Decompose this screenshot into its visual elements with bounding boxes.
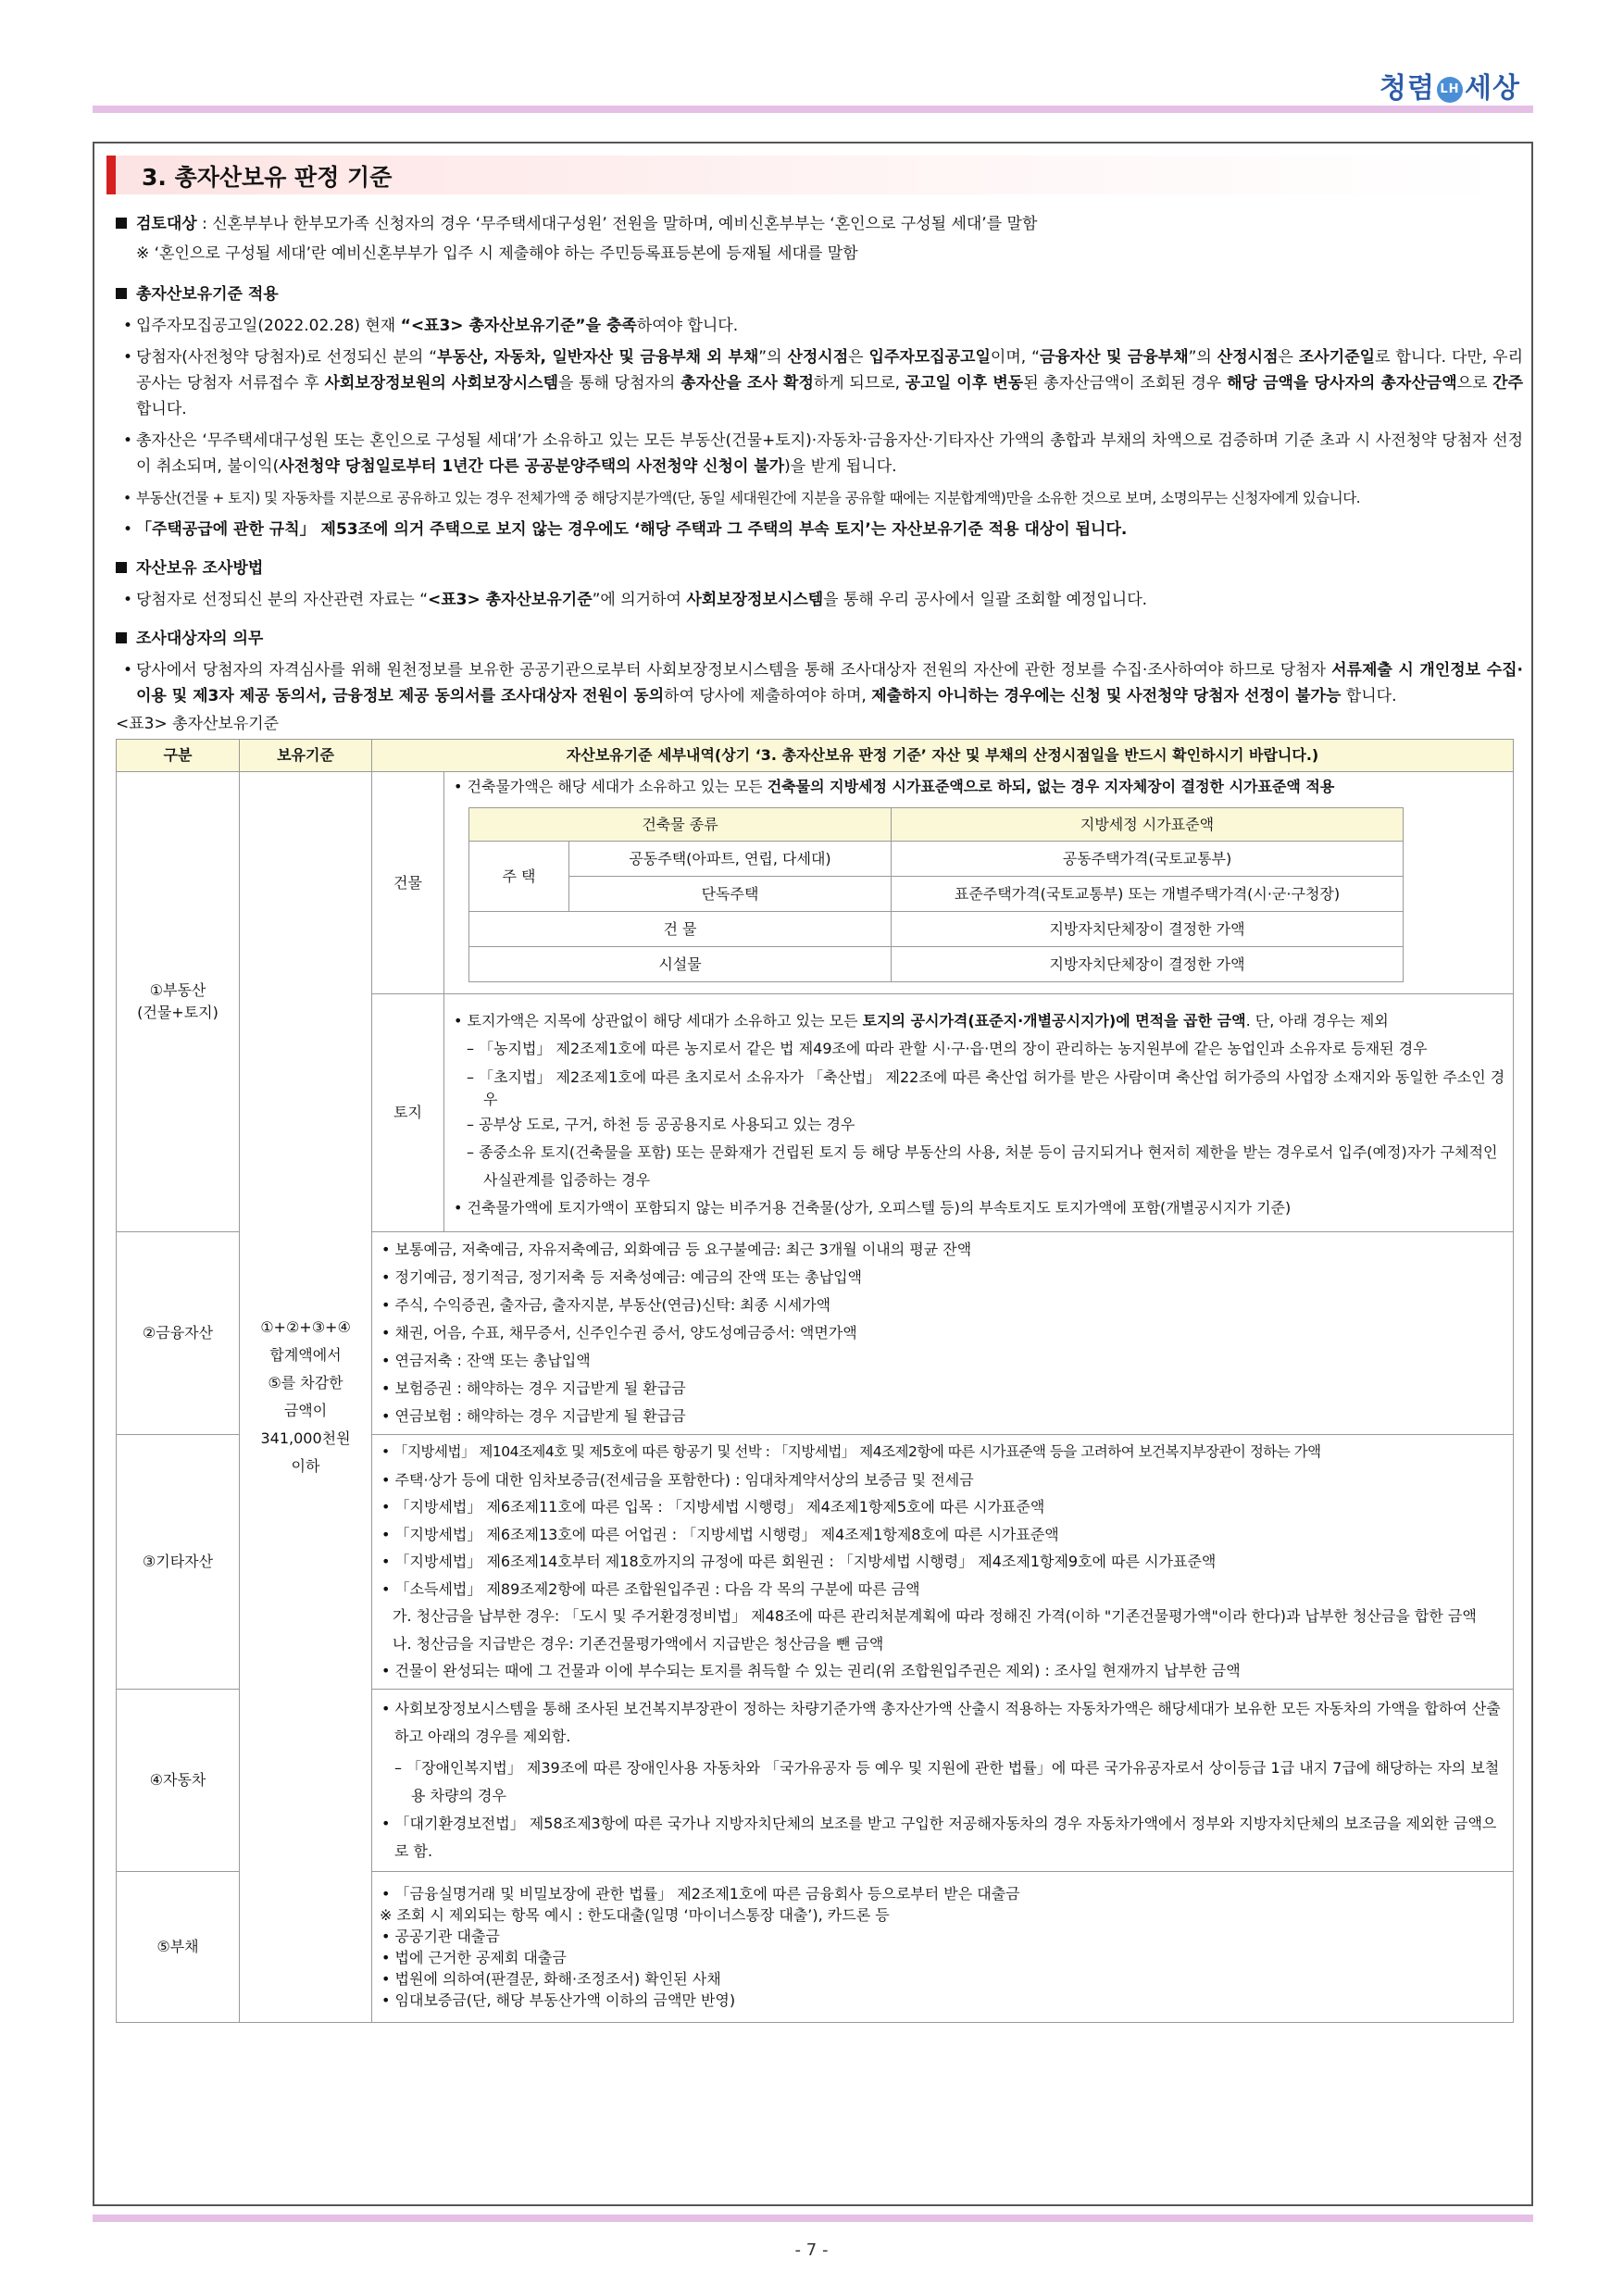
other-detail [372, 1435, 1514, 1690]
car-exclusion: – 「장애인복지법」 제39조에 따른 장애인사용 자동차와 「국가유공자 등 예우 및 지원에 관한 법률」에 따른 국가유공자로서 상이등급 1급 내지 7급에 해당하는 자의 보철용 차량의 경우 [394, 1758, 1500, 1804]
header-detail: 자산보유기준 세부내역(상기 ‘3. 총자산보유 판정 기준’ 자산 및 부채의 산정시점일을 반드시 확인하시기 바랍니다.) [372, 740, 1514, 772]
financial-item-1: • 보통예금, 저축예금, 자유저축예금, 외화예금 등 요구불예금: 최근 3개월 이내의 평균 잔액 [381, 1241, 972, 1258]
logo-emblem: LH [1437, 77, 1463, 103]
other-item-7: • 건물이 완성되는 때에 그 건물과 이에 부수되는 토지를 취득할 수 있는 권리(위 조합원입주권은 제외) : 조사일 현재까지 납부한 금액 [381, 1662, 1241, 1679]
car-item-1: • 사회보장정보시스템을 통해 조사된 보건복지부장관이 정하는 차량기준가액 총자산가액 산출시 적용하는 자동차가액은 해당세대가 보유한 모든 자동차의 가액을 합하여 산출하고 아래의 경우를 제외함. [381, 1699, 1501, 1745]
square-bullet-icon [116, 632, 127, 643]
financial-item-7: • 연금보험 : 해약하는 경우 지급받게 될 환급금 [381, 1407, 686, 1425]
criteria-bullet-5: • 「주택공급에 관한 규칙」 제53조에 의거 주택으로 보지 않는 경우에도 ‘해당 주택과 그 주택의 부속 토지’는 자산보유기준 적용 대상이 됩니다. [123, 520, 1128, 539]
header-standard: 보유기준 [240, 740, 372, 772]
method-heading: 자산보유 조사방법 [116, 555, 1523, 581]
row-building-type: 건 물 [469, 912, 892, 947]
inner-header-value: 지방세정 시가표준액 [892, 808, 1404, 842]
criteria-bullet-3: • 총자산은 ‘무주택세대구성원 또는 혼인으로 구성될 세대’가 소유하고 있는 모든 부동산(건물+토지)·자동차·금융자산·기타자산 가액의 총합과 부채의 차액으로 검증하며 기준 초과 시 사전청약 당첨자 선정이 취소되며, 불이익(사전청약 당첨일로부터 1년간 다른 공공분양주택의 사전청약 신청이 불가)을 받게 됩니다. [123, 431, 1523, 476]
debt-item-5: • 임대보증금(단, 해당 부동산가액 이하의 금액만 반영) [381, 1990, 736, 2009]
other-item-5: • 「지방세법」 제6조제14호부터 제18호까지의 규정에 따른 회원권 : 「지방세법 시행령」 제4조제1항제9호에 따른 시가표준액 [381, 1553, 1217, 1570]
category-other: ③기타자산 [117, 1435, 240, 1690]
review-note: ※ ‘혼인으로 구성될 세대’란 예비신혼부부가 입주 시 제출해야 하는 주민등록표등본에 등재될 세대를 말함 [136, 244, 858, 263]
row-apartment-type: 공동주택(아파트, 연립, 다세대) [569, 842, 892, 877]
debt-item-4: • 법원에 의하여(판결문, 화해·조정조서) 확인된 사채 [381, 1969, 721, 1988]
row-detached-type: 단독주택 [569, 877, 892, 912]
land-exclusion-1: – 「농지법」 제2조제1호에 따른 농지로서 같은 법 제49조에 따라 관할 시·구·읍·면의 장이 관리하는 농지원부에 같은 농업인과 소유자로 등재된 경우 [467, 1040, 1428, 1057]
other-item-3: • 「지방세법」 제6조제11호에 따른 입목 : 「지방세법 시행령」 제4조제1항제5호에 따른 시가표준액 [381, 1498, 1045, 1516]
financial-item-2: • 정기예금, 정기적금, 정기저축 등 저축성예금: 예금의 잔액 또는 총납입액 [381, 1268, 863, 1286]
logo: 청렴 LH 세상 [1380, 72, 1520, 105]
criteria-bullet-4: • 부동산(건물 + 토지) 및 자동차를 지분으로 공유하고 있는 경우 전체가액 중 해당지분가액(단, 동일 세대원간에 지분을 공유할 때에는 지분합계액)만을 소유한 것으로 보며, 소명의무는 신청자에게 있습니다. [123, 490, 1361, 506]
debt-note: ※ 조회 시 제외되는 항목 예시 : 한도대출(일명 ‘마이너스통장 대출’), 카드론 등 [380, 1905, 890, 1924]
category-car: ④자동차 [117, 1689, 240, 1871]
financial-detail [372, 1232, 1514, 1435]
row-detached-value: 표준주택가격(국토교통부) 또는 개별주택가격(시·군·구청장) [892, 877, 1404, 912]
inner-header-type: 건축물 종류 [469, 808, 892, 842]
row-building-value: 지방자치단체장이 결정한 가액 [892, 912, 1404, 947]
row-facility-value: 지방자치단체장이 결정한 가액 [892, 947, 1404, 982]
housing-label: 주 택 [469, 842, 569, 912]
title-marker [106, 156, 116, 194]
car-detail [372, 1689, 1514, 1871]
category-realestate: ①부동산 (건물+토지) [117, 772, 240, 1232]
method-bullet: • 당첨자로 선정되신 분의 자산관련 자료는 “<표3> 총자산보유기준”에 의거하여 사회보장정보시스템을 통해 우리 공사에서 일괄 조회할 예정입니다. [123, 591, 1148, 609]
land-detail [444, 994, 1514, 1232]
duty-heading: 조사대상자의 의무 [116, 626, 1523, 652]
subcategory-land: 토지 [372, 994, 444, 1232]
debt-item-1: • 「금융실명거래 및 비밀보장에 관한 법률」 제2조제1호에 따른 금융회사 등으로부터 받은 대출금 [381, 1884, 1020, 1903]
section-title-bar [106, 156, 1504, 194]
row-facility-type: 시설물 [469, 947, 892, 982]
square-bullet-icon [116, 218, 127, 229]
criteria-bullet-2: • 당첨자(사전청약 당첨자)로 선정되신 분의 “부동산, 자동차, 일반자산 및 금융부채 외 부채”의 산정시점은 입주자모집공고일이며, “금융자산 및 금융부채”의 산정시점은 조사기준일로 합니다. 다만, 우리 공사는 당첨자 서류접수 후 사회보장정보원의 사회보장시스템을 통해 당첨자의 총자산을 조사 확정하게 되므로, 공고일 이후 변동된 총자산금액이 조회된 경우 해당 금액을 당사자의 총자산금액으로 간주합니다. [123, 348, 1524, 418]
category-financial: ②금융자산 [117, 1232, 240, 1435]
other-item-2: • 주택·상가 등에 대한 임차보증금(전세금을 포함한다) : 임대차계약서상의 보증금 및 전세금 [381, 1470, 974, 1489]
debt-item-3: • 법에 근거한 공제회 대출금 [381, 1948, 567, 1966]
asset-criteria-table [116, 739, 1514, 2023]
financial-item-3: • 주식, 수익증권, 출자금, 출자지분, 부동산(연금)신탁: 최종 시세가액 [381, 1296, 831, 1314]
other-item-6-ga: 가. 청산금을 납부한 경우: 「도시 및 주거환경정비법」 제48조에 따른 관리처분계획에 따라 정해진 가격(이하 "기존건물평가액"이라 한다)과 납부한 청산금을 합한 금액 [393, 1607, 1477, 1625]
building-type-table [468, 807, 1404, 982]
building-detail [444, 772, 1514, 994]
financial-item-6: • 보험증권 : 해약하는 경우 지급받게 될 환급금 [381, 1379, 686, 1397]
duty-bullet: • 당사에서 당첨자의 자격심사를 위해 원천정보를 보유한 공공기관으로부터 사회보장정보시스템을 통해 조사대상자 전원의 자산에 관한 정보를 수집·조사하여야 하므로 당첨자 서류제출 시 개인정보 수집·이용 및 제3자 제공 동의서, 금융정보 제공 동의서를 조사대상자 전원이 동의하여 당사에 제출하여야 하며, 제출하지 아니하는 경우에는 신청 및 사전청약 당첨자 선정이 불가능 합니다. [123, 661, 1524, 705]
square-bullet-icon [116, 288, 127, 299]
land-exclusion-4: – 종중소유 토지(건축물을 포함) 또는 문화재가 건립된 토지 등 해당 부동산의 사용, 처분 등이 금지되거나 현저히 제한을 받는 경우로서 입주(예정)자가 구체적인 사실관계를 입증하는 경우 [467, 1143, 1498, 1189]
content [116, 211, 1523, 2023]
subcategory-building: 건물 [372, 772, 444, 994]
land-bullet-2: • 건축물가액에 토지가액이 포함되지 않는 비주거용 건축물(상가, 오피스텔 등)의 부속토지도 토지가액에 포함(개별공시지가 기준) [454, 1199, 1292, 1217]
other-item-6-na: 나. 청산금을 지급받은 경우: 기존건물평가액에서 지급받은 청산금을 뺀 금액 [393, 1634, 884, 1653]
land-bullet-1: • 토지가액은 지목에 상관없이 해당 세대가 소유하고 있는 모든 토지의 공시가격(표준지·개별공시지가)에 면적을 곱한 금액. 단, 아래 경우는 제외 [454, 1012, 1389, 1029]
land-exclusion-3: – 공부상 도로, 구거, 하천 등 공공용지로 사용되고 있는 경우 [467, 1116, 855, 1133]
header-category: 구분 [117, 740, 240, 772]
criteria-bullet-1: • 입주자모집공고일(2022.02.28) 현재 “<표3> 총자산보유기준”을 충족하여야 합니다. [123, 317, 739, 335]
financial-item-5: • 연금저축 : 잔액 또는 총납입액 [381, 1352, 591, 1369]
other-item-6: • 「소득세법」 제89조제2항에 따른 조합원입주권 : 다음 각 목의 구분에 따른 금액 [381, 1579, 920, 1598]
criteria-heading: 총자산보유기준 적용 [116, 281, 1523, 307]
debt-item-2: • 공공기관 대출금 [381, 1927, 500, 1945]
land-exclusion-2: – 「초지법」 제2조제1호에 따른 초지로서 소유자가 「축산법」 제22조에 따른 축산업 허가를 받은 사람이며 축산업 허가증의 사업장 소재지와 동일한 주소인 경우 [467, 1068, 1505, 1108]
debt-detail [372, 1871, 1514, 2022]
other-item-1: • 「지방세법」 제104조제4호 및 제5호에 따른 항공기 및 선박 : 「지방세법」 제4조제2항에 따른 시가표준액 등을 고려하여 보건복지부장관이 정하는 가액 [381, 1443, 1321, 1460]
table-caption: <표3> 총자산보유기준 [116, 715, 280, 733]
car-item-2: • 「대기환경보전법」 제58조제3항에 따른 국가나 지방자치단체의 보조를 받고 구입한 저공해자동차의 경우 자동차가액에서 정부와 지방자치단체의 보조금을 제외한 금액으로 함. [381, 1814, 1497, 1860]
holding-standard: ①+②+③+④ 합계액에서 ⑤를 차감한 금액이 341,000천원 이하 [240, 772, 372, 2023]
other-item-4: • 「지방세법」 제6조제13호에 따른 어업권 : 「지방세법 시행령」 제4조제1항제8호에 따른 시가표준액 [381, 1525, 1059, 1543]
square-bullet-icon [116, 562, 127, 573]
building-bullet: • 건축물가액은 해당 세대가 소유하고 있는 모든 건축물의 지방세정 시가표준액으로 하되, 없는 경우 지자체장이 결정한 시가표준액 적용 [454, 778, 1335, 795]
bottom-band [93, 2215, 1533, 2222]
financial-item-4: • 채권, 어음, 수표, 채무증서, 신주인수권 증서, 양도성예금증서: 액면가액 [381, 1324, 857, 1341]
category-debt: ⑤부채 [117, 1871, 240, 2022]
review-section: 검토대상 : 신혼부부나 한부모가족 신청자의 경우 ‘무주택세대구성원’ 전원을 말하며, 예비신혼부부는 ‘혼인으로 구성될 세대’를 말함 [116, 211, 1523, 237]
row-apartment-value: 공동주택가격(국토교통부) [892, 842, 1404, 877]
section-title: 3. 총자산보유 판정 기준 [142, 164, 393, 191]
page-number: - 7 - [794, 2240, 829, 2260]
top-band [93, 106, 1533, 113]
